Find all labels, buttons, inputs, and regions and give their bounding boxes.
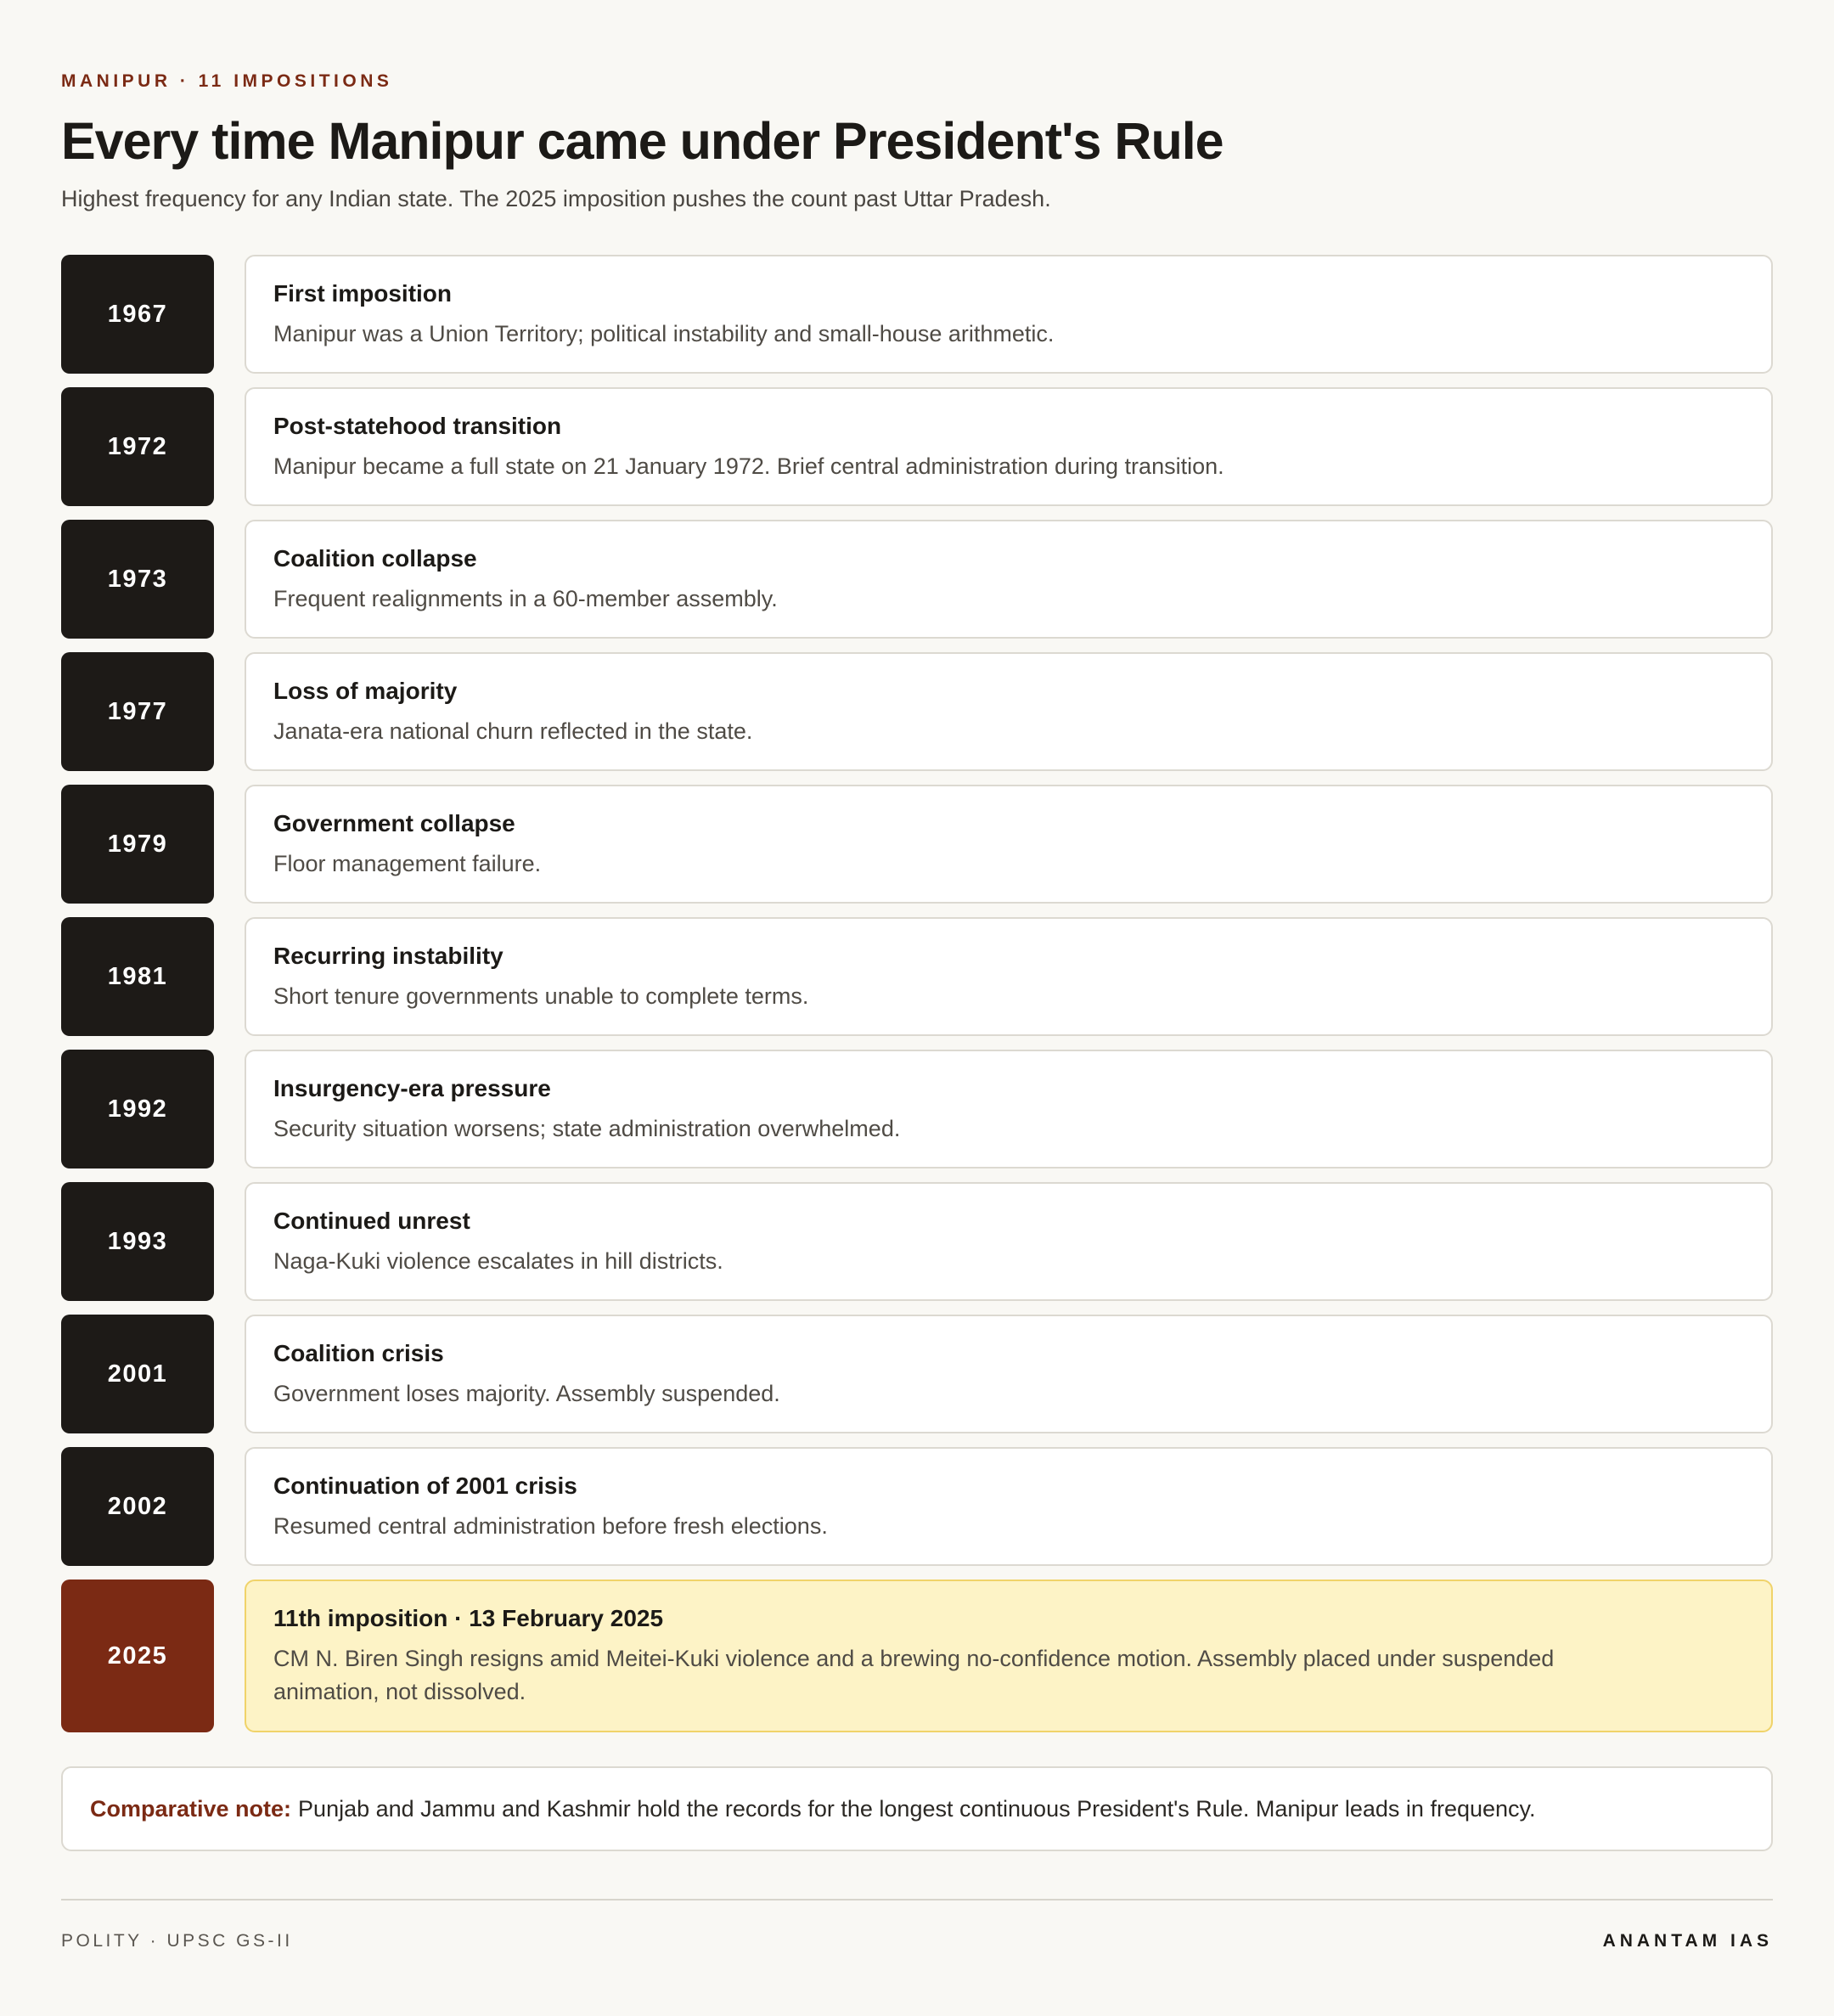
event-title: First imposition	[273, 279, 452, 307]
timeline-row	[61, 255, 1773, 374]
year-badge: 2002	[61, 1447, 214, 1566]
event-title: Recurring instability	[273, 942, 504, 969]
event-title: Continuation of 2001 crisis	[273, 1472, 577, 1499]
page-title: Every time Manipur came under President's Rule	[61, 112, 1224, 170]
year-badge: 1993	[61, 1182, 214, 1301]
timeline-row-highlight	[61, 1580, 1773, 1732]
footer-category: POLITY · UPSC GS-II	[61, 1931, 293, 1951]
event-description: Resumed central administration before fresh elections.	[273, 1512, 828, 1539]
year-badge: 1977	[61, 652, 214, 771]
timeline-row	[61, 387, 1773, 506]
event-card	[245, 1447, 1773, 1566]
event-description: CM N. Biren Singh resigns amid Meitei-Kuki violence and a brewing no-confidence motion. Assembly placed under suspended animation, not dissolved.	[273, 1646, 1555, 1704]
note-text: Punjab and Jammu and Kashmir hold the records for the longest continuous President's Rule. Manipur leads in frequency.	[298, 1795, 1536, 1822]
note-label: Comparative note:	[90, 1795, 292, 1822]
event-description: Naga-Kuki violence escalates in hill districts.	[273, 1247, 723, 1274]
event-card	[245, 785, 1773, 904]
event-title: Coalition collapse	[273, 544, 477, 572]
event-title: Post-statehood transition	[273, 412, 562, 439]
timeline-row	[61, 1447, 1773, 1566]
event-description: Government loses majority. Assembly suspended.	[273, 1380, 780, 1406]
event-card	[245, 917, 1773, 1036]
event-title: Government collapse	[273, 809, 515, 836]
event-card	[245, 520, 1773, 639]
event-card	[245, 652, 1773, 771]
event-title: Loss of majority	[273, 677, 458, 704]
event-description: Frequent realignments in a 60-member assembly.	[273, 585, 778, 611]
year-badge: 1981	[61, 917, 214, 1036]
timeline-row	[61, 520, 1773, 639]
event-card	[245, 1315, 1773, 1433]
eyebrow-label: MANIPUR · 11 IMPOSITIONS	[61, 71, 393, 91]
timeline	[61, 255, 1773, 1746]
event-description: Security situation worsens; state administration overwhelmed.	[273, 1115, 901, 1141]
timeline-row	[61, 1182, 1773, 1301]
event-description: Short tenure governments unable to complete terms.	[273, 983, 809, 1009]
event-title: Insurgency-era pressure	[273, 1074, 551, 1101]
event-card	[245, 1050, 1773, 1168]
timeline-row	[61, 917, 1773, 1036]
timeline-row	[61, 652, 1773, 771]
event-title: Continued unrest	[273, 1207, 470, 1234]
year-badge: 1973	[61, 520, 214, 639]
year-badge: 1992	[61, 1050, 214, 1168]
event-card	[245, 255, 1773, 374]
year-badge: 2001	[61, 1315, 214, 1433]
event-title: 11th imposition · 13 February 2025	[273, 1605, 664, 1631]
year-badge: 1967	[61, 255, 214, 374]
page-subtitle: Highest frequency for any Indian state. The 2025 imposition pushes the count past Uttar Pradesh.	[61, 186, 1051, 211]
timeline-row	[61, 785, 1773, 904]
comparative-note	[61, 1766, 1773, 1851]
footer-brand: ANANTAM IAS	[1602, 1931, 1773, 1951]
year-badge-highlight: 2025	[61, 1580, 214, 1732]
event-card-highlight	[245, 1580, 1773, 1732]
timeline-row	[61, 1050, 1773, 1168]
footer-divider	[61, 1899, 1773, 1901]
event-description: Janata-era national churn reflected in the state.	[273, 718, 753, 744]
event-description: Manipur was a Union Territory; political instability and small-house arithmetic.	[273, 320, 1055, 346]
event-card	[245, 1182, 1773, 1301]
event-description: Floor management failure.	[273, 850, 542, 876]
event-description: Manipur became a full state on 21 January 1972. Brief central administration during transition.	[273, 453, 1224, 479]
year-badge: 1972	[61, 387, 214, 506]
event-title: Coalition crisis	[273, 1339, 444, 1366]
event-card	[245, 387, 1773, 506]
year-badge: 1979	[61, 785, 214, 904]
timeline-row	[61, 1315, 1773, 1433]
